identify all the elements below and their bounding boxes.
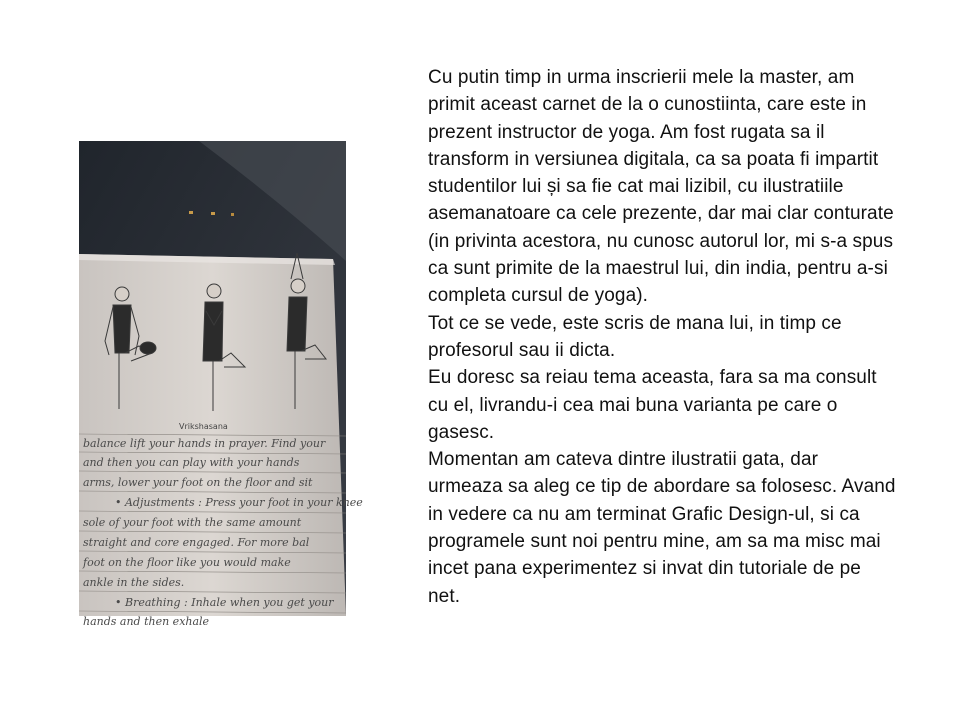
handwriting-line: ankle in the sides.: [83, 576, 185, 589]
handwriting-line: • Breathing : Inhale when you get your: [115, 596, 334, 609]
paragraph-intro: Cu putin timp in urma inscrierii mele la master, am primit aceast carnet de la o cunostiinta, care este in prezent instructor de yoga. Am fost rugata sa il transform in versiunea digitala, ca sa poata fi impartit studentilor lui și sa fie cat mai lizibil, cu ilustratiile asemanatoare ca cele prezente, dar mai clar conturate (in privinta acestora, nu cunosc autorul lor, mi s-a spus ca sunt primite de la maestrul lui, din india, pentru a-si completa cursul de yoga).: [428, 67, 894, 307]
notebook-photo: [79, 141, 363, 628]
description-text: [428, 64, 898, 610]
paragraph-progress: Momentan am cateva dintre ilustratii gata, dar urmeaza sa aleg ce tip de abordare sa folosesc. Avand in vedere ca nu am terminat Grafic Design-ul, si ca programele sunt noi pentru mine, am sa ma misc mai incet pana experimentez si invat din tutoriale de pe net.: [428, 449, 896, 607]
paragraph-handwriting-note: Tot ce se vede, este scris de mana lui, in timp ce profesorul sau ii dicta.: [428, 312, 842, 361]
handwriting-line: straight and core engaged. For more bal: [83, 536, 310, 549]
handwriting-line: balance lift your hands in prayer. Find your: [83, 437, 326, 450]
pose-caption: Vrikshasana: [179, 422, 228, 431]
handwriting-line: • Adjustments : Press your foot in your knee: [115, 496, 363, 509]
handwriting-line: hands and then exhale: [83, 615, 210, 628]
handwriting-line: sole of your foot with the same amount: [83, 516, 302, 529]
handwriting-line: arms, lower your foot on the floor and sit: [83, 476, 313, 489]
paragraph-intent: Eu doresc sa reiau tema aceasta, fara sa ma consult cu el, livrandu-i cea mai buna varianta pe care o gasesc.: [428, 367, 877, 443]
handwriting-line: foot on the floor like you would make: [83, 556, 291, 569]
handwriting-line: and then you can play with your hands: [83, 456, 300, 469]
